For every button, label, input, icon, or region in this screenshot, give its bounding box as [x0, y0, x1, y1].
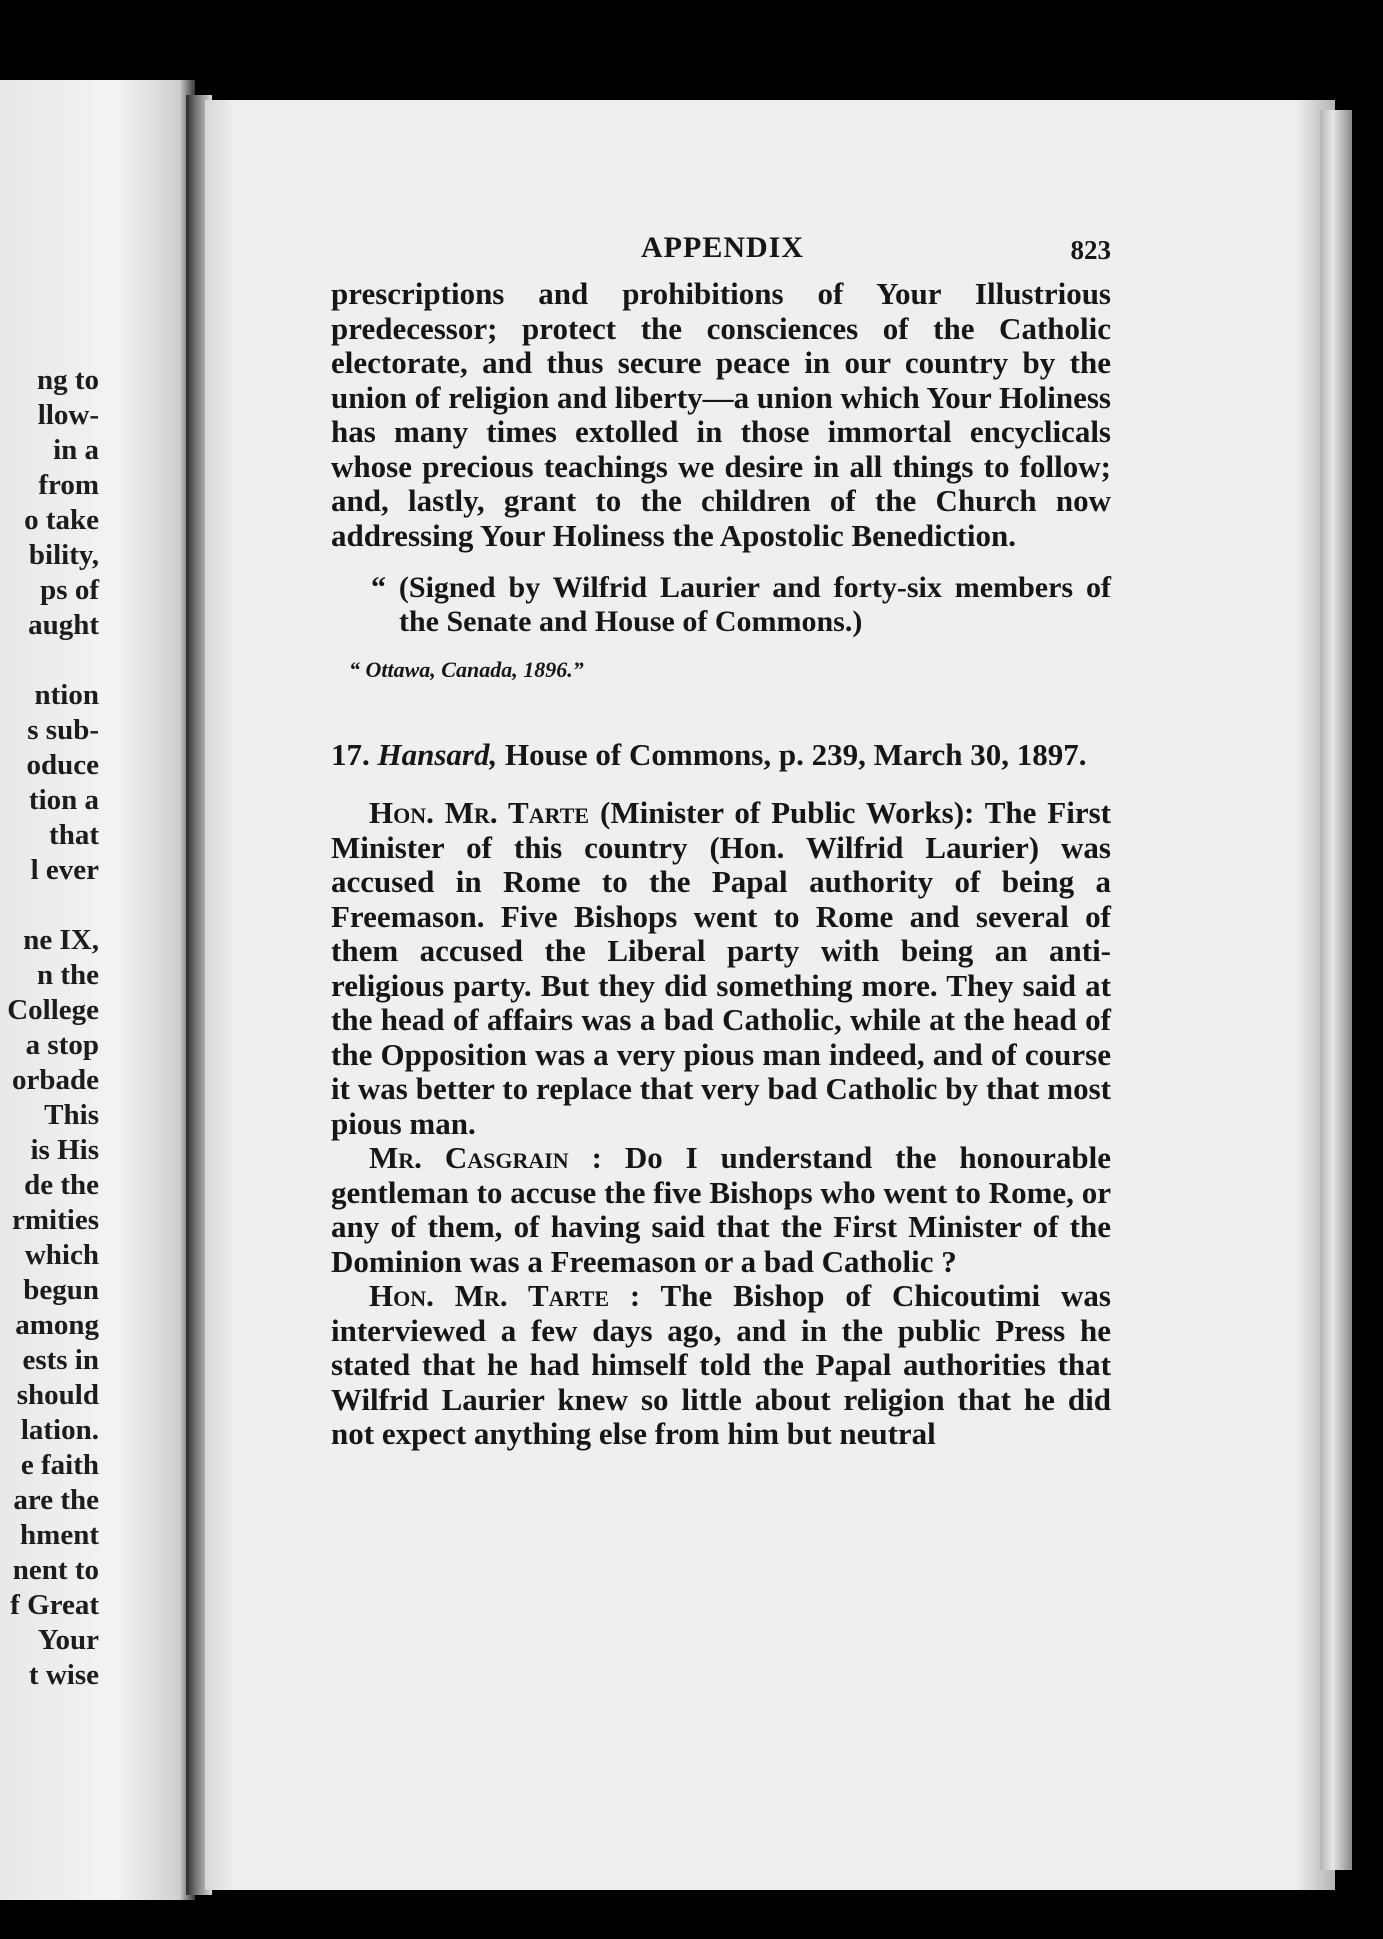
- left-page-line: rmities: [12, 1204, 99, 1236]
- reference-source: Hansard,: [377, 736, 498, 772]
- left-page: [0, 80, 195, 1900]
- speaker-name: Hon. Mr. Tarte :: [369, 1278, 641, 1313]
- left-page-line: tion a: [28, 784, 99, 816]
- speaker-name: Mr. Casgrain :: [369, 1140, 602, 1175]
- left-page-text: [7, 363, 99, 1693]
- left-page-line: are the: [13, 1484, 99, 1516]
- page-edge: [1320, 110, 1352, 1870]
- left-page-line: l ever: [30, 854, 99, 886]
- left-page-line: [7, 643, 99, 678]
- left-page-line: t wise: [28, 1659, 99, 1691]
- left-page-line: ps of: [40, 574, 99, 606]
- speech-casgrain: [331, 1141, 1111, 1279]
- left-page-line: in a: [53, 434, 99, 466]
- left-page-line: among: [15, 1309, 99, 1341]
- speech-text: Do I understand the honourable gentleman to accuse the five Bishops who went to Rome, or any of them, of having said that the First Minister of the Dominion was a Freemason or a bad Catholic ?: [331, 1140, 1112, 1279]
- reference-details: House of Commons, p. 239, March 30, 1897.: [504, 736, 1087, 772]
- speech-text: The Bishop of Chicoutimi was interviewed a few days ago, and in the public Press he stated that he had himself told the Papal authorities that Wilfrid Laurier knew so little about religion that he did not expect anything else from him but neutral: [331, 1278, 1111, 1451]
- left-page-line: bility,: [28, 539, 99, 571]
- left-page-line: a stop: [25, 1029, 99, 1061]
- speech-tarte-2: [331, 1279, 1111, 1452]
- left-page-line: n the: [36, 959, 99, 991]
- left-page-line: hment: [20, 1519, 99, 1551]
- running-title: APPENDIX: [641, 231, 804, 264]
- left-page-line: ntion: [34, 679, 99, 711]
- signature-note: “ (Signed by Wilfrid Laurier and forty-six members of the Senate and House of Commons.): [371, 571, 1111, 638]
- reference-heading: [331, 738, 1111, 773]
- left-page-line: f Great: [10, 1589, 99, 1621]
- left-page-line: This: [44, 1099, 99, 1131]
- left-page-line: lation.: [20, 1414, 99, 1446]
- speech-text: (Minister of Public Works): The First Minister of this country (Hon. Wilfrid Laurier) was accused in Rome to the Papal authority of being a Freemason. Five Bishops went to Rome and several of them accused the Liberal party with being an anti-religious party. But they did something more. They said at the head of affairs was a bad Catholic, while at the head of the Opposition was a very pious man indeed, and of course it was better to replace that very bad Catholic by that most pious man.: [331, 795, 1112, 1141]
- speech-tarte-1: [331, 796, 1111, 1141]
- left-page-line: Your: [37, 1624, 99, 1656]
- left-page-line: that: [49, 819, 99, 851]
- left-page-line: s sub-: [27, 714, 99, 746]
- left-page-line: begun: [23, 1274, 99, 1306]
- left-page-line: should: [16, 1379, 99, 1411]
- left-page-line: which: [24, 1239, 99, 1271]
- left-page-line: [7, 888, 99, 923]
- left-page-line: llow-: [37, 399, 99, 431]
- running-head: [331, 225, 1111, 277]
- speaker-name: Hon. Mr. Tarte: [369, 795, 590, 830]
- reference-number: 17.: [331, 736, 370, 772]
- left-page-line: ests in: [22, 1344, 99, 1376]
- left-page-line: ng to: [36, 364, 99, 396]
- left-page-line: is His: [30, 1134, 99, 1166]
- left-page-line: aught: [28, 609, 99, 641]
- page-text-block: [331, 225, 1111, 1452]
- left-page-line: ne IX,: [23, 924, 99, 956]
- left-page-line: orbade: [12, 1064, 99, 1096]
- left-page-line: College: [7, 994, 99, 1026]
- left-page-line: de the: [24, 1169, 99, 1201]
- left-page-line: nent to: [12, 1554, 99, 1586]
- left-page-line: o take: [24, 504, 99, 536]
- petition-paragraph: prescriptions and prohibitions of Your Illustrious predecessor; protect the consciences of the Catholic electorate, and thus secure peace in our country by the union of religion and liberty—a union which Your Holiness has many times extolled in those immortal encyclicals whose precious teachings we desire in all things to follow; and, lastly, grant to the children of the Church now addressing Your Holiness the Apostolic Benediction.: [331, 276, 1111, 553]
- page-number: 823: [1070, 235, 1111, 265]
- left-page-line: oduce: [26, 749, 99, 781]
- left-page-line: e faith: [20, 1449, 99, 1481]
- place-date: “ Ottawa, Canada, 1896.”: [349, 657, 584, 682]
- left-page-line: from: [38, 469, 99, 501]
